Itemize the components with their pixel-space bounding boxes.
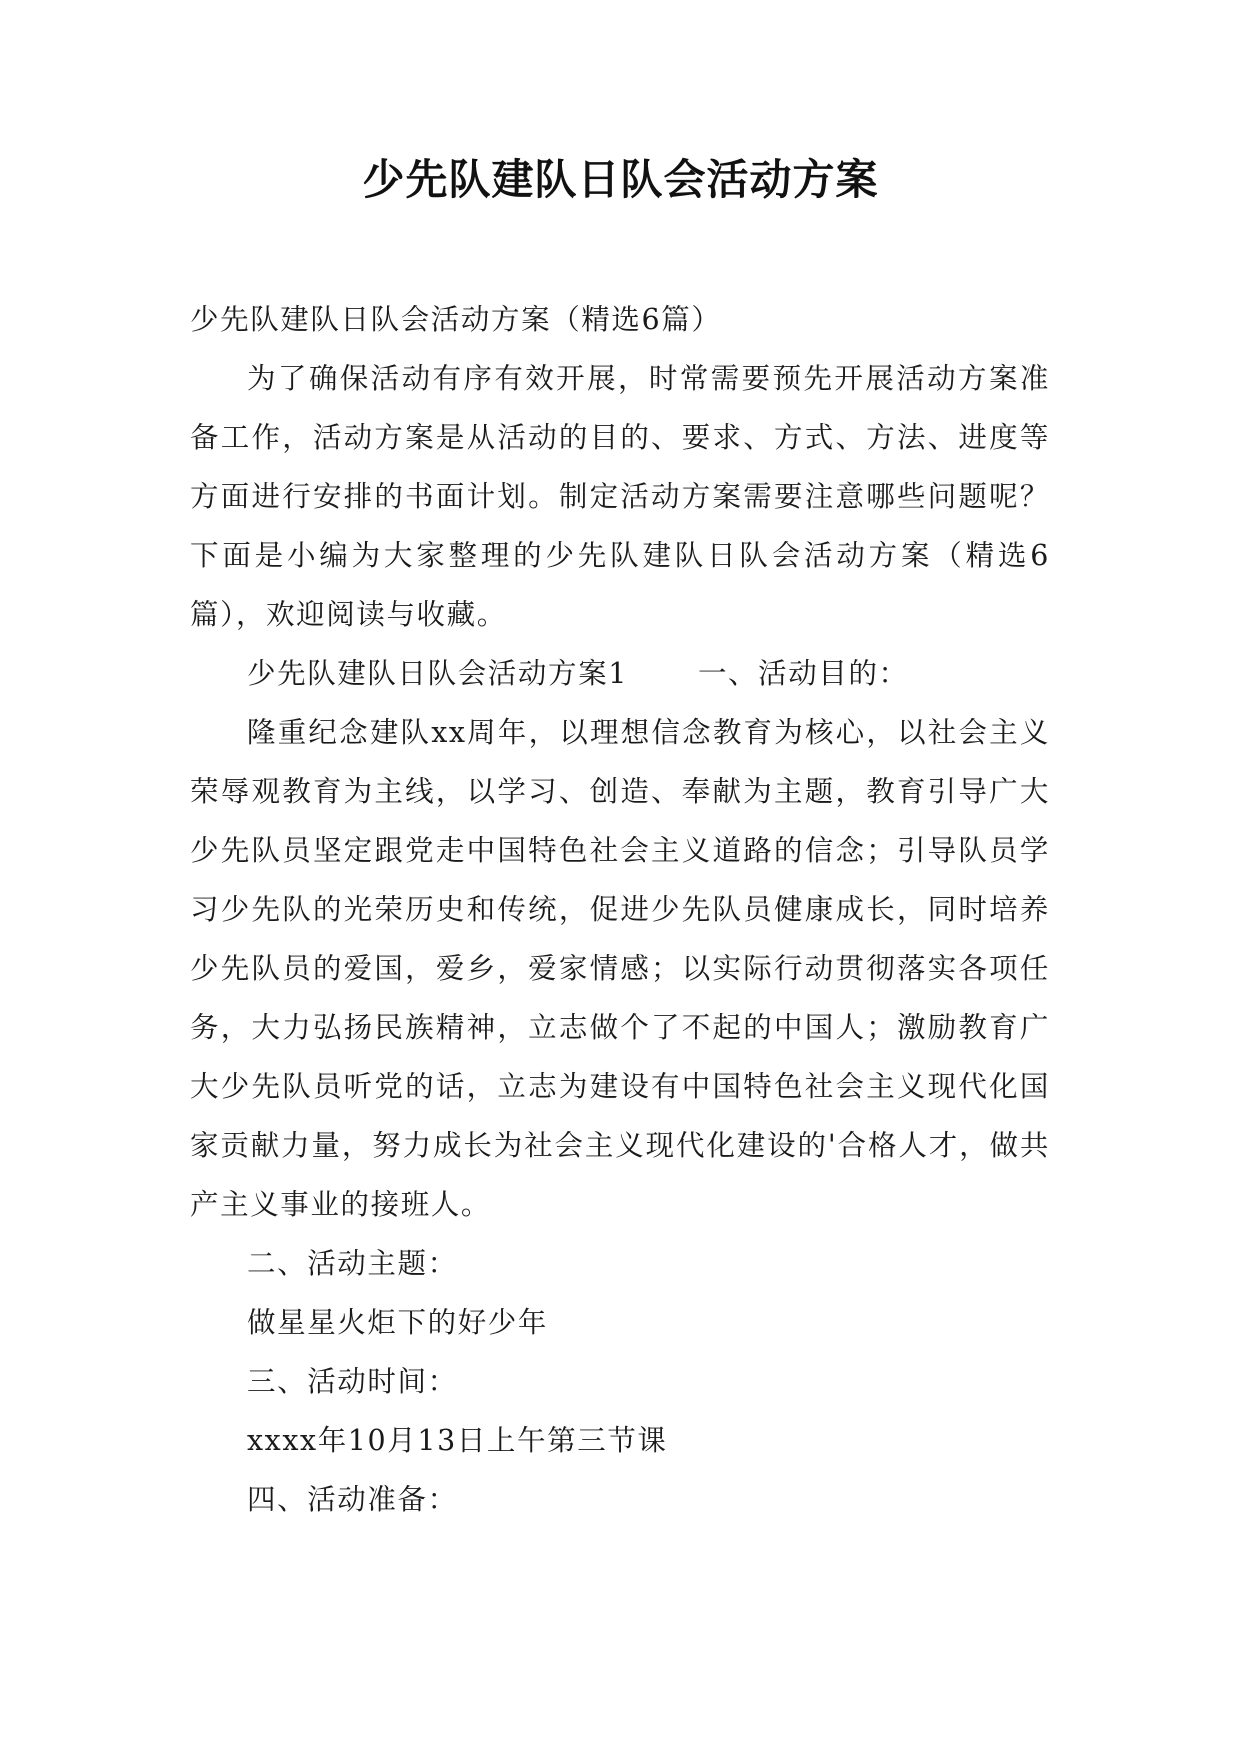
purpose-paragraph: 隆重纪念建队xx周年，以理想信念教育为核心，以社会主义荣辱观教育为主线，以学习、创造、奉献为主题，教育引导广大少先队员坚定跟党走中国特色社会主义道路的信念；引导队员学习少先队的光荣历史和传统，促进少先队员健康成长，同时培养少先队员的爱国，爱乡，爱家情感；以实际行动贯彻落实各项任务，大力弘扬民族精神，立志做个了不起的中国人；激励教育广大少先队员听党的话，立志为建设有中国特色社会主义现代化国家贡献力量，努力成长为社会主义现代化建设的'合格人才，做共产主义事业的接班人。 xyxy=(190,716,1050,1221)
document-title: 少先队建队日队会活动方案 xyxy=(362,155,879,204)
section-1-heading-line xyxy=(190,644,1050,703)
theme-text: 做星星火炬下的好少年 xyxy=(247,1306,549,1339)
preparation-heading: 四、活动准备： xyxy=(247,1483,458,1516)
time-text: xxxx年10月13日上午第三节课 xyxy=(247,1424,668,1457)
intro-paragraph: 为了确保活动有序有效开展，时常需要预先开展活动方案准备工作，活动方案是从活动的目的、要求、方式、方法、进度等方面进行安排的书面计划。制定活动方案需要注意哪些问题呢？下面是小编为大家整理的少先队建队日队会活动方案（精选6篇），欢迎阅读与收藏。 xyxy=(190,362,1050,631)
section-1-title: 少先队建队日队会活动方案1 xyxy=(247,657,628,690)
purpose-heading: 一、活动目的： xyxy=(697,657,909,690)
document-subtitle: 少先队建队日队会活动方案（精选6篇） xyxy=(190,303,722,336)
document-body xyxy=(190,290,1050,1529)
time-heading: 三、活动时间： xyxy=(247,1365,458,1398)
theme-heading: 二、活动主题： xyxy=(247,1247,458,1280)
